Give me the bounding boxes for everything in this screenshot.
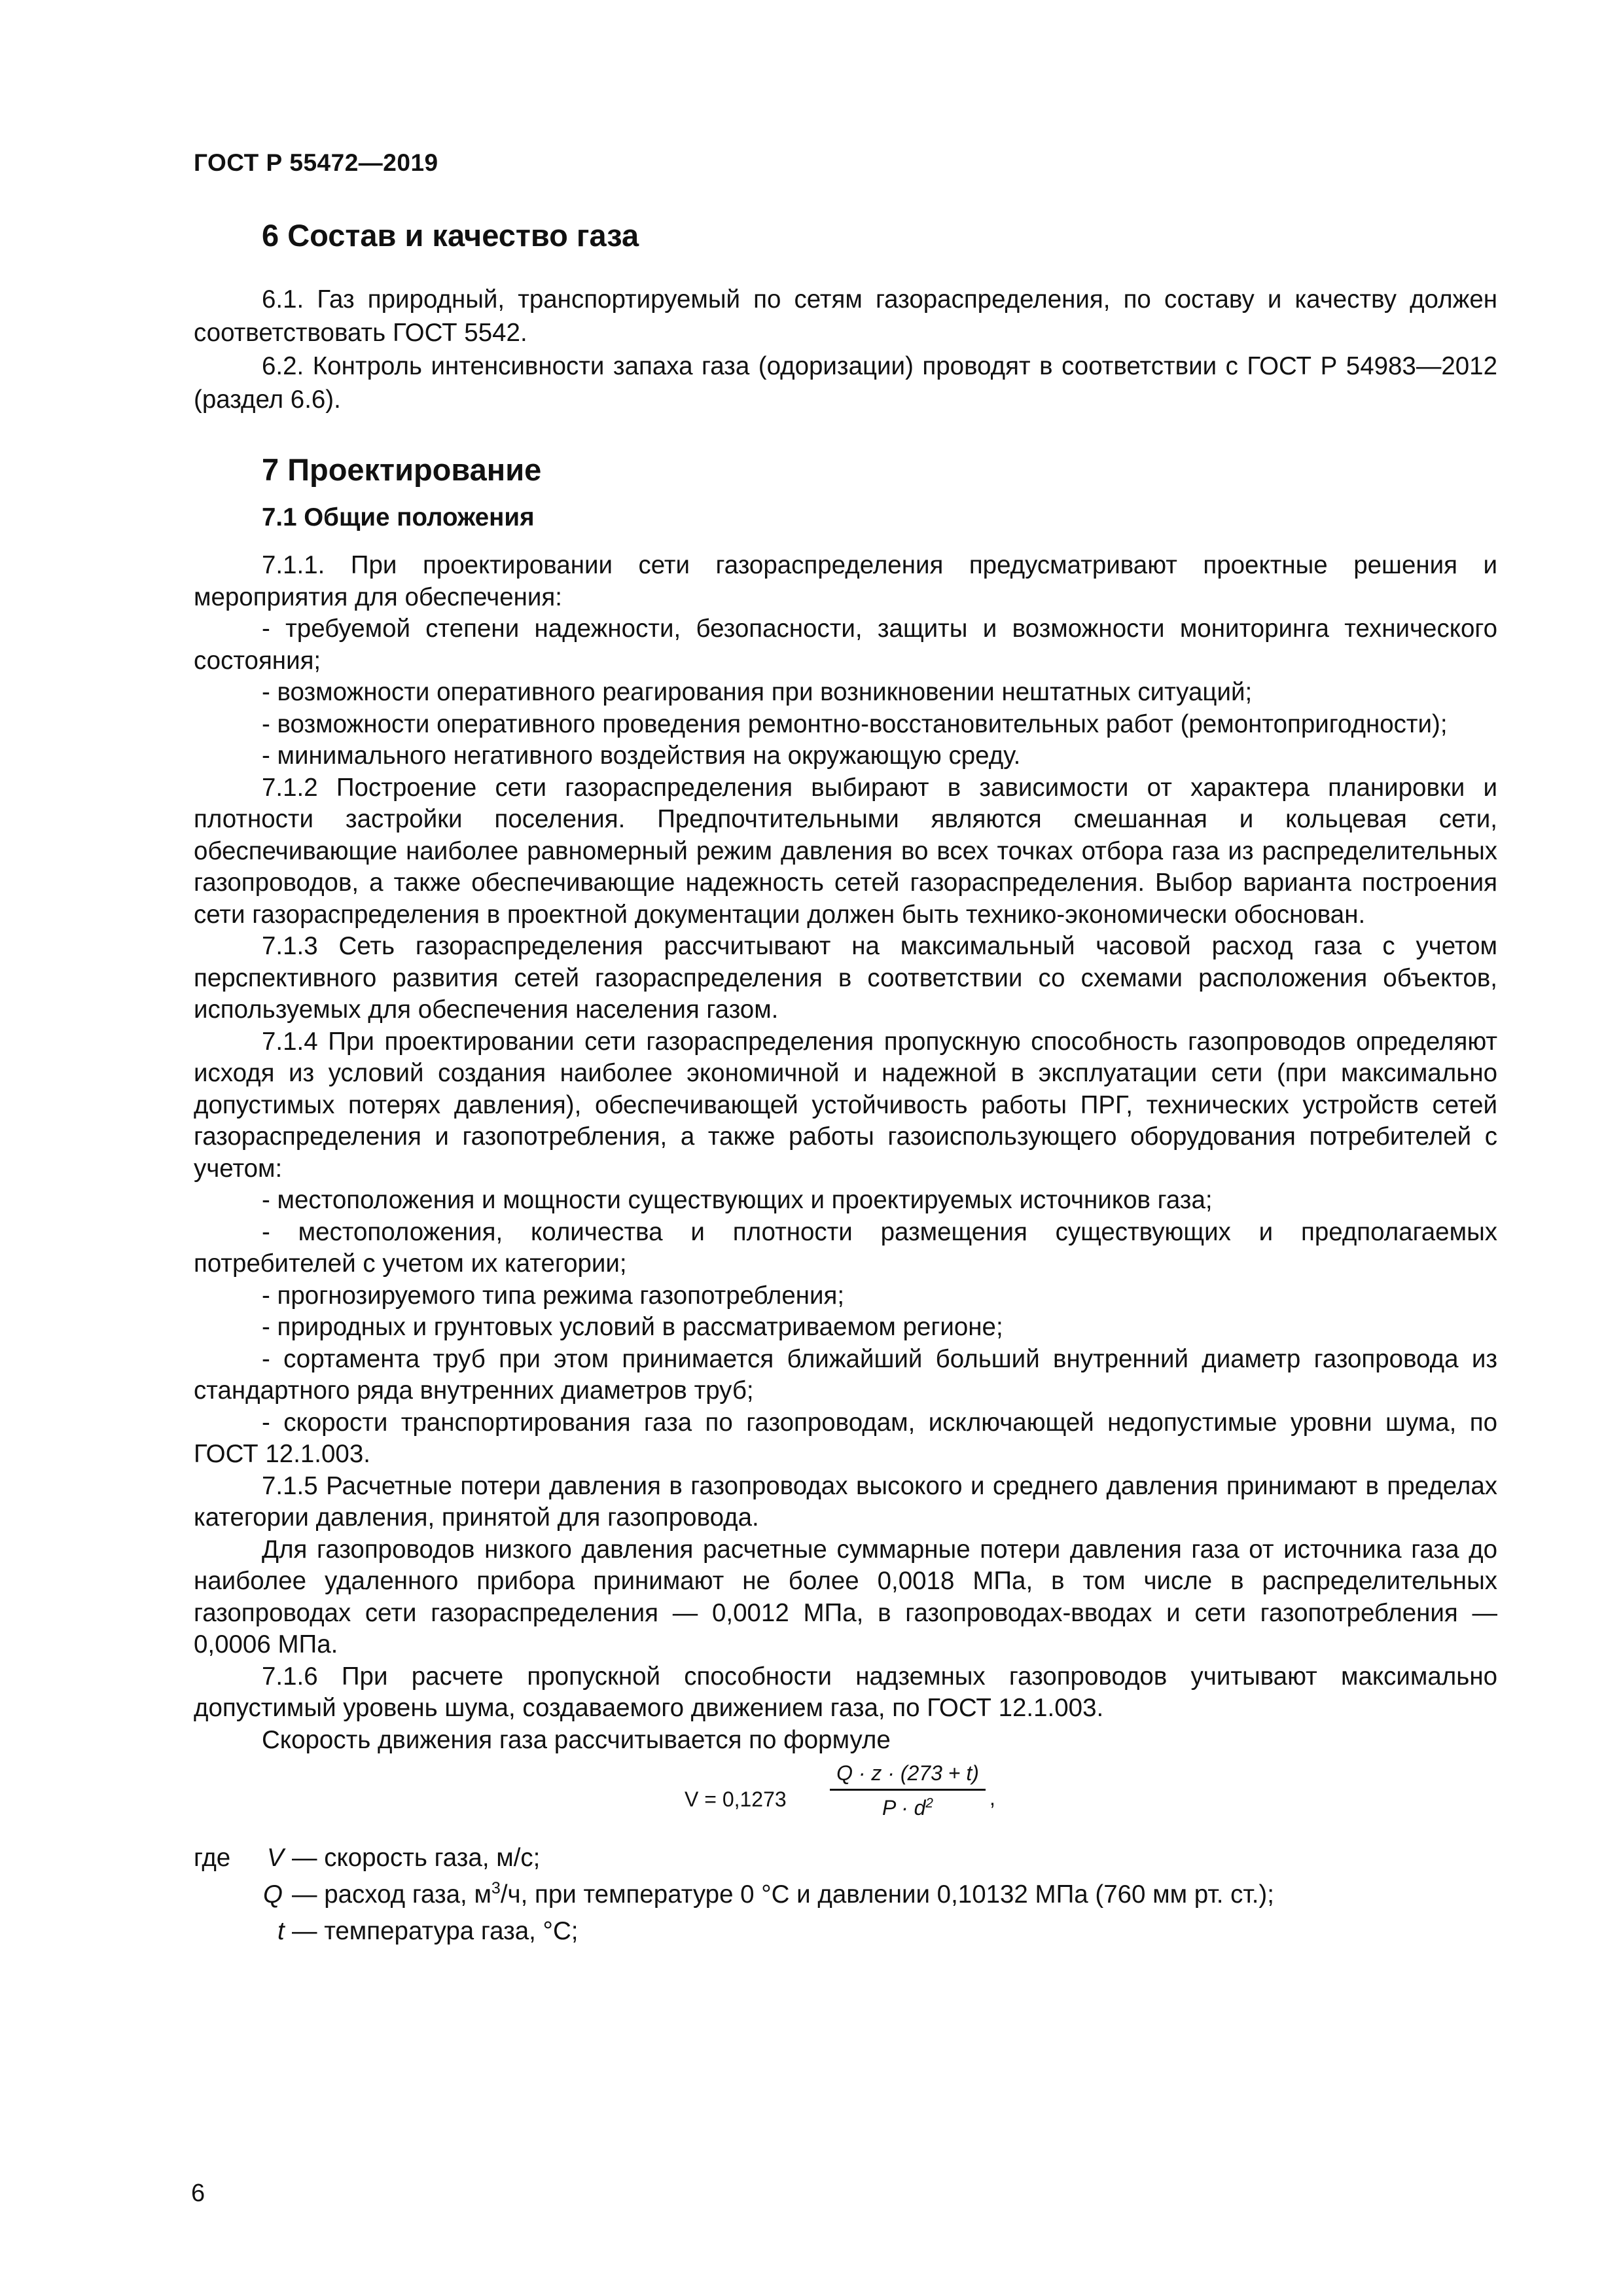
where-row <box>194 1914 1497 1951</box>
list-item: - местоположения и мощности существующих и проектируемых источников газа; <box>262 1186 1213 1214</box>
formula-lhs: V = 0,1273 <box>685 1787 787 1811</box>
fraction-bar <box>830 1789 986 1791</box>
list-item: - минимального негативного воздействия на окружающую среду. <box>262 742 1021 770</box>
list-item: - возможности оперативного проведения ремонтно-восстановительных работ (ремонтопригодности); <box>262 709 1448 738</box>
where-symbol: t <box>277 1917 285 1945</box>
paragraph: 7.1.1. При проектировании сети газораспределения предусматривают проектные решения и мероприятия для обеспечения: <box>194 551 1497 611</box>
formula-trailing: , <box>990 1786 995 1810</box>
where-description: — расход газа, м <box>292 1880 491 1909</box>
where-block <box>194 1841 1497 1951</box>
formula-denominator: P · d <box>882 1796 926 1820</box>
where-description: — скорость газа, м/с; <box>292 1844 541 1872</box>
list-item: - природных и грунтовых условий в рассматриваемом регионе; <box>262 1313 1003 1341</box>
where-keyword: где <box>194 1844 231 1872</box>
list-item: - требуемой степени надежности, безопасности, защиты и возможности мониторинга технического состояния; <box>194 615 1497 675</box>
page-content <box>194 216 1497 1951</box>
where-description: — температура газа, °С; <box>292 1917 579 1945</box>
where-description-tail: /ч, при температуре 0 °С и давлении 0,10132 МПа (760 мм рт. ст.); <box>500 1880 1274 1909</box>
list-item: - прогнозируемого типа режима газопотребления; <box>262 1281 845 1310</box>
formula-denominator-wrap <box>830 1795 986 1821</box>
paragraph: 7.1.2 Построение сети газораспределения выбирают в зависимости от характера планировки и плотности застройки поселения. Предпочтительными являются смешанная и кольцевая сети, обеспечивающие наиболее равномерный режим давления во всех точках отбора газа из распределительных газопроводов, а также обеспечивающие надежность сетей газораспределения. Выбор варианта построения сети газораспределения в проектной документации должен быть технико-экономически обоснован. <box>194 773 1497 929</box>
paragraph: Скорость движения газа рассчитывается по формуле <box>262 1725 891 1754</box>
formula-numerator: Q · z · (273 + t) <box>836 1761 979 1785</box>
page-number: 6 <box>191 2179 205 2207</box>
formula-denominator-exponent: 2 <box>925 1795 933 1811</box>
paragraph-6-2: 6.2. Контроль интенсивности запаха газа (одоризации) проводят в соответствии с ГОСТ Р 54983—2012 (раздел 6.6). <box>194 352 1497 414</box>
list-item: - местоположения, количества и плотности размещения существующих и предполагаемых потребителей с учетом их категории; <box>194 1217 1497 1278</box>
section-6 <box>194 216 1497 416</box>
section-7 <box>194 450 1497 1756</box>
section-7-title: 7 Проектирование <box>262 452 542 487</box>
subsection-7-1-title: 7.1 Общие положения <box>262 503 535 531</box>
where-row <box>194 1841 1497 1878</box>
paragraph: Для газопроводов низкого давления расчетные суммарные потери давления газа от источника газа до наиболее удаленного прибора принимают не более 0,0018 МПа, в том числе в распределительных газопроводах сети газораспределения — 0,0012 МПа, в газопроводах-вводах и сети газопотребления — 0,0006 МПа. <box>194 1535 1497 1659</box>
list-item: - возможности оперативного реагирования при возникновении нештатных ситуаций; <box>262 678 1253 706</box>
document-header-code: ГОСТ Р 55472—2019 <box>194 149 438 176</box>
where-symbol: V <box>267 1844 284 1872</box>
formula-fraction <box>830 1760 986 1821</box>
formula-block <box>194 1760 1497 1841</box>
paragraph: 7.1.3 Сеть газораспределения рассчитывают на максимальный часовой расход газа с учетом перспективного развития сетей газораспределения в соответствии со схемами расположения объектов, используемых для обеспечения населения газом. <box>194 932 1497 1024</box>
paragraph: 7.1.6 При расчете пропускной способности надземных газопроводов учитывают максимально допустимый уровень шума, создаваемого движением газа, по ГОСТ 12.1.003. <box>194 1662 1497 1722</box>
where-superscript: 3 <box>491 1879 501 1898</box>
where-description-wrap <box>292 1878 1274 1912</box>
where-symbol: Q <box>263 1880 283 1909</box>
list-item: - скорости транспортирования газа по газопроводам, исключающей недопустимые уровни шума, по ГОСТ 12.1.003. <box>194 1408 1497 1468</box>
list-item: - сортамента труб при этом принимается ближайший больший внутренний диаметр газопровода из стандартного ряда внутренних диаметров труб; <box>194 1344 1497 1405</box>
paragraph-6-1: 6.1. Газ природный, транспортируемый по сетям газораспределения, по составу и качеству должен соответствовать ГОСТ 5542. <box>194 285 1497 347</box>
section-6-title: 6 Состав и качество газа <box>262 218 639 253</box>
paragraph: 7.1.5 Расчетные потери давления в газопроводах высокого и среднего давления принимают в пределах категории давления, принятой для газопровода. <box>194 1471 1497 1532</box>
where-row <box>194 1878 1497 1914</box>
paragraph: 7.1.4 При проектировании сети газораспределения пропускную способность газопроводов определяют исходя из условий создания наиболее экономичной и надежной в эксплуатации сети (при максимально допустимых потерях давления), обеспечивающей устойчивость работы ПРГ, технических устройств сетей газораспределения и газопотребления, а также работы газоиспользующего оборудования потребителей с учетом: <box>194 1027 1497 1183</box>
